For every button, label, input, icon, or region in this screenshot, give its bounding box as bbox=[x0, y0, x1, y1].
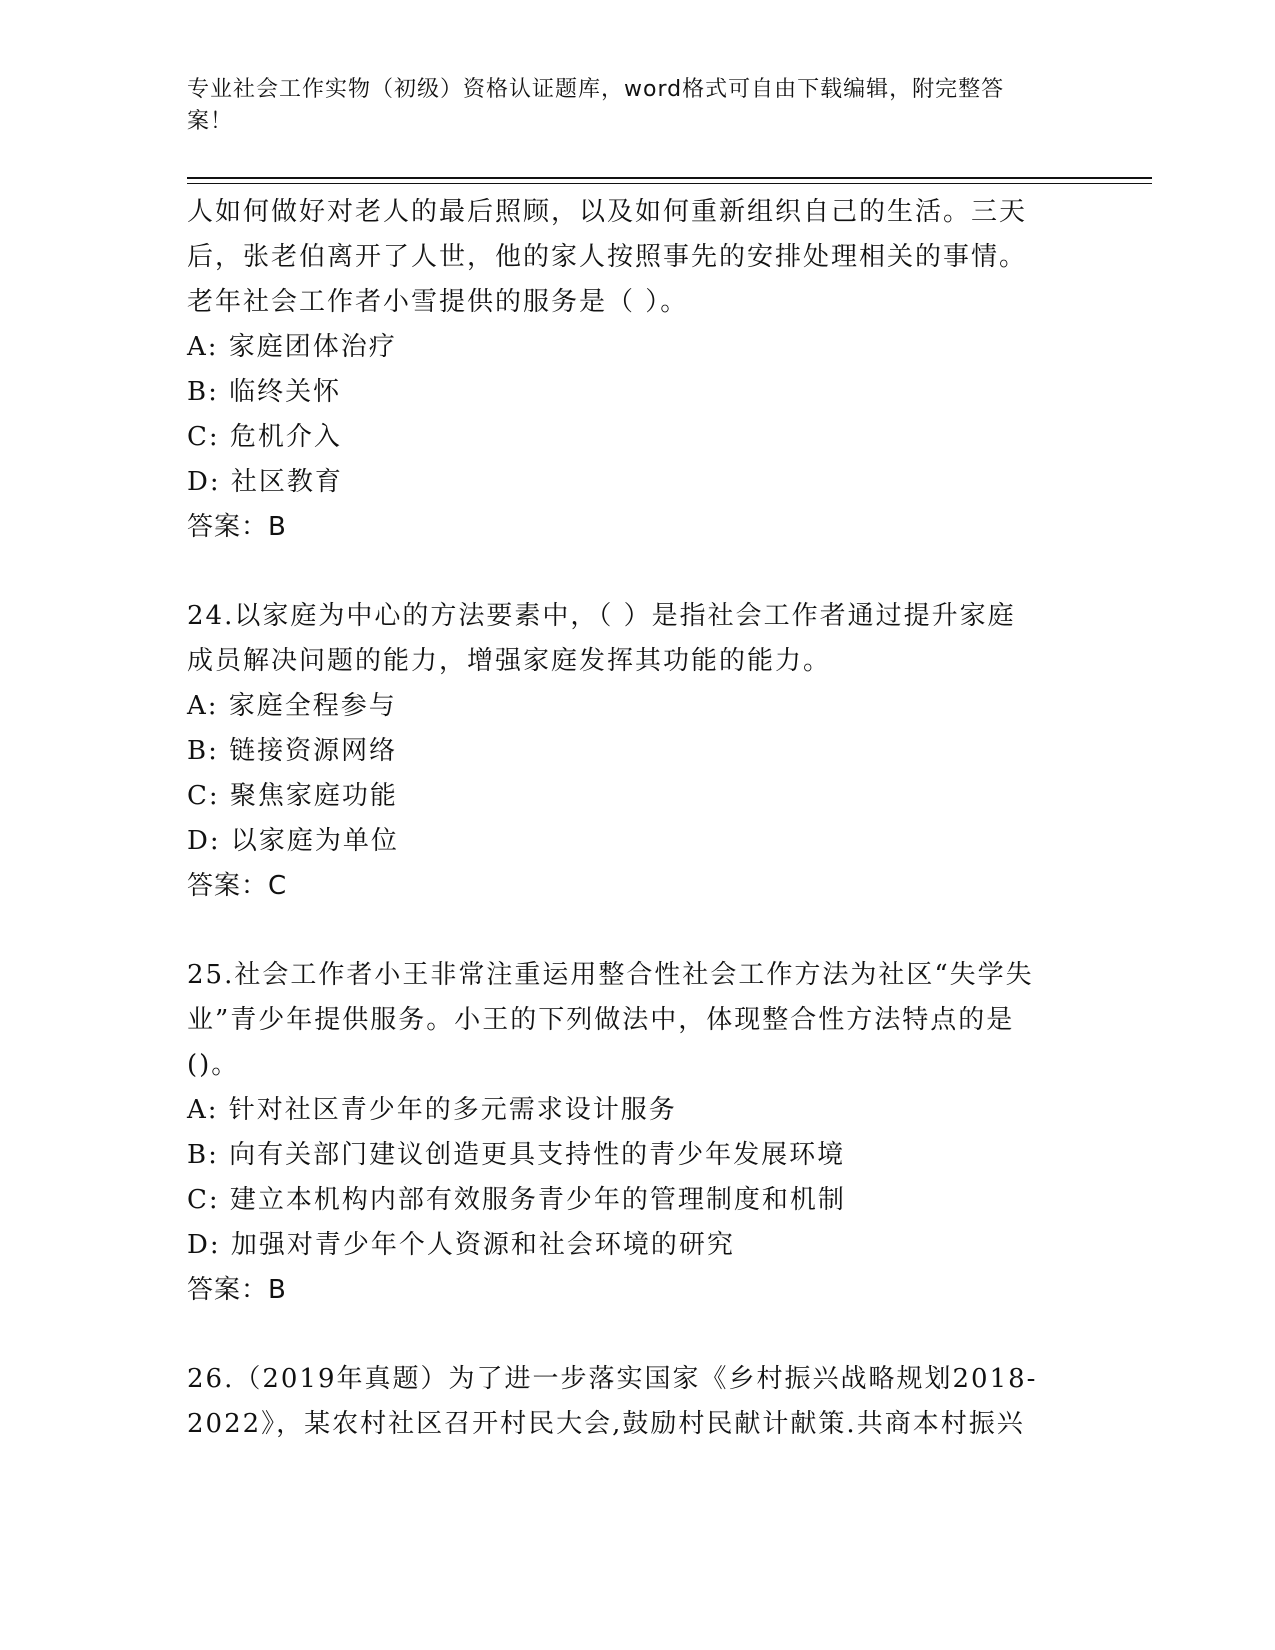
header-line-2: 案！ bbox=[187, 109, 234, 134]
option-c: C: 危机介入 bbox=[187, 422, 342, 452]
question-text-line: 老年社会工作者小雪提供的服务是（ ）。 bbox=[187, 287, 689, 317]
question-text-line: 24.以家庭为中心的方法要素中，（ ）是指社会工作者通过提升家庭 bbox=[187, 601, 1016, 631]
question-26 bbox=[187, 1357, 1087, 1447]
question-text-line: 成员解决问题的能力，增强家庭发挥其功能的能力。 bbox=[187, 646, 832, 676]
option-c: C: 建立本机构内部有效服务青少年的管理制度和机制 bbox=[187, 1185, 846, 1215]
answer: 答案：C bbox=[187, 871, 288, 901]
question-text-line: 2022》，某农村社区召开村民大会,鼓励村民献计献策.共商本村振兴 bbox=[187, 1409, 1025, 1439]
option-d: D: 以家庭为单位 bbox=[187, 826, 399, 856]
question-text-line: 后，张老伯离开了人世，他的家人按照事先的安排处理相关的事情。 bbox=[187, 242, 1028, 272]
question-text-line: 业”青少年提供服务。小王的下列做法中，体现整合性方法特点的是 bbox=[187, 1005, 1015, 1035]
option-b: B: 向有关部门建议创造更具支持性的青少年发展环境 bbox=[187, 1140, 846, 1170]
answer: 答案：B bbox=[187, 512, 287, 542]
option-a: A: 家庭全程参与 bbox=[187, 691, 397, 721]
option-d: D: 加强对青少年个人资源和社会环境的研究 bbox=[187, 1230, 735, 1260]
question-23 bbox=[187, 190, 1087, 550]
question-text-line: ()。 bbox=[187, 1050, 240, 1080]
question-content bbox=[187, 190, 1087, 1447]
option-b: B: 临终关怀 bbox=[187, 377, 342, 407]
question-24 bbox=[187, 594, 1087, 909]
option-a: A: 家庭团体治疗 bbox=[187, 332, 397, 362]
question-text-line: 人如何做好对老人的最后照顾，以及如何重新组织自己的生活。三天 bbox=[187, 197, 1028, 227]
option-a: A: 针对社区青少年的多元需求设计服务 bbox=[187, 1095, 677, 1125]
header-line-1: 专业社会工作实物（初级）资格认证题库，word格式可自由下载编辑，附完整答 bbox=[187, 77, 1005, 102]
option-c: C: 聚焦家庭功能 bbox=[187, 781, 398, 811]
question-25 bbox=[187, 953, 1087, 1313]
option-b: B: 链接资源网络 bbox=[187, 736, 398, 766]
document-header bbox=[187, 74, 1067, 138]
option-d: D: 社区教育 bbox=[187, 467, 343, 497]
answer: 答案：B bbox=[187, 1275, 287, 1305]
header-divider-thin bbox=[187, 183, 1152, 184]
question-text-line: 26.（2019年真题）为了进一步落实国家《乡村振兴战略规划2018- bbox=[187, 1364, 1038, 1394]
question-text-line: 25.社会工作者小王非常注重运用整合性社会工作方法为社区“失学失 bbox=[187, 960, 1034, 990]
header-divider-thick bbox=[187, 177, 1152, 179]
